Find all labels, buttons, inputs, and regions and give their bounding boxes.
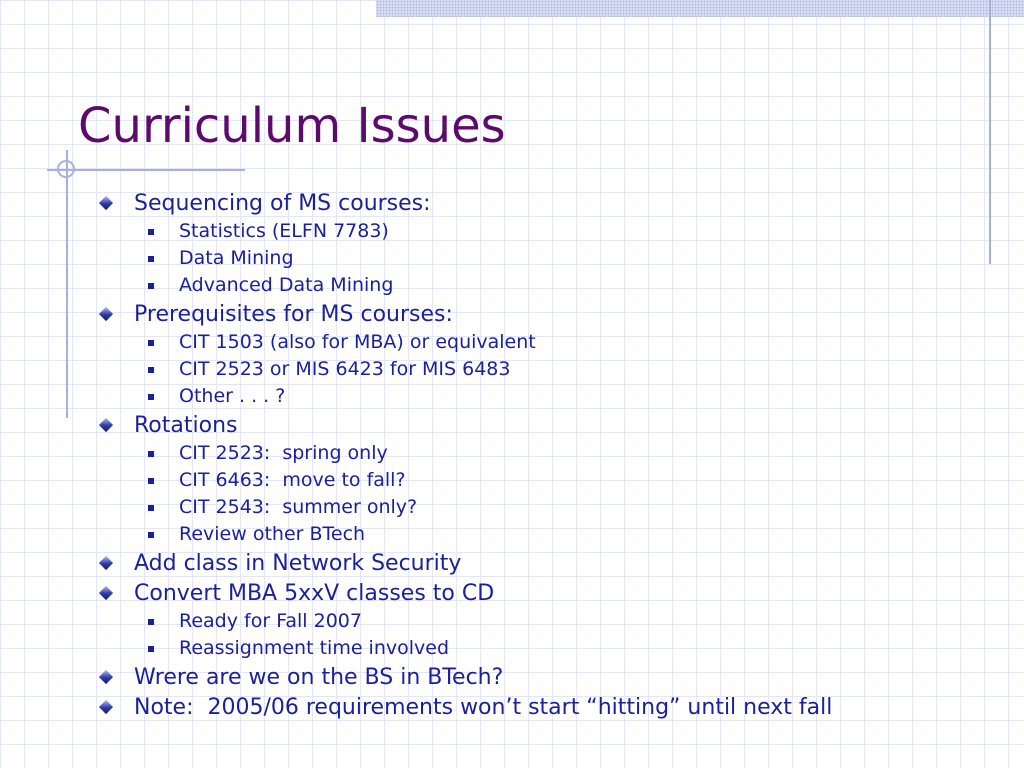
bullet-item [98,580,998,608]
sub-bullet-text: Other . . . ? [179,385,286,407]
bullet-item [98,412,998,440]
sub-bullet-item [134,329,998,356]
bullet-text: Sequencing of MS courses: [134,191,431,216]
sub-bullet-text: Review other BTech [179,523,366,545]
square-bullet-icon [148,340,154,346]
bullet-list [98,190,998,722]
bullet-text: Prerequisites for MS courses: [134,302,453,327]
square-bullet-icon [148,256,154,262]
square-bullet-icon [148,505,154,511]
sub-bullet-text: Data Mining [179,247,294,269]
sub-bullet-item [134,440,998,467]
bullet-text: Rotations [134,413,238,438]
bullet-item [98,550,998,578]
title-underline [47,169,245,171]
diamond-bullet-icon [99,196,113,210]
square-bullet-icon [148,532,154,538]
diamond-bullet-icon [99,700,113,714]
sub-bullet-item [134,521,998,548]
sub-bullet-text: CIT 1503 (also for MBA) or equivalent [179,331,536,353]
square-bullet-icon [148,394,154,400]
diamond-bullet-icon [99,418,113,432]
sub-bullet-item [134,272,998,299]
square-bullet-icon [148,646,154,652]
bullet-text: Convert MBA 5xxV classes to CD [134,581,495,606]
diamond-bullet-icon [99,556,113,570]
sub-bullet-text: Reassignment time involved [179,637,450,659]
diamond-bullet-icon [99,307,113,321]
sub-bullet-text: Ready for Fall 2007 [179,610,362,632]
square-bullet-icon [148,229,154,235]
sub-bullet-text: Statistics (ELFN 7783) [179,220,389,242]
bullet-text: Add class in Network Security [134,551,462,576]
square-bullet-icon [148,619,154,625]
sub-bullet-text: CIT 2523 or MIS 6423 for MIS 6483 [179,358,511,380]
sub-bullet-item [134,383,998,410]
square-bullet-icon [148,478,154,484]
sub-bullet-item [134,635,998,662]
slide-title: Curriculum Issues [78,98,506,154]
square-bullet-icon [148,283,154,289]
sub-bullet-text: Advanced Data Mining [179,274,394,296]
sub-bullet-item [134,608,998,635]
bullet-text: Wrere are we on the BS in BTech? [134,665,504,690]
sub-bullet-text: CIT 6463: move to fall? [179,469,406,491]
sub-bullet-item [134,245,998,272]
bullet-item [98,694,998,722]
diamond-bullet-icon [99,670,113,684]
sub-bullet-item [134,494,998,521]
sub-bullet-item [134,356,998,383]
sub-bullet-item [134,467,998,494]
sub-bullet-text: CIT 2523: spring only [179,442,388,464]
crosshair-circle-icon [57,160,75,178]
decorative-vertical-line-left [66,150,68,418]
bullet-item [98,190,998,218]
bullet-item [98,664,998,692]
diamond-bullet-icon [99,586,113,600]
sub-bullet-item [134,218,998,245]
header-band [376,0,1024,17]
bullet-text: Note: 2005/06 requirements won’t start “hitting” until next fall [134,695,833,720]
sub-bullet-text: CIT 2543: summer only? [179,496,418,518]
square-bullet-icon [148,451,154,457]
bullet-item [98,301,998,329]
square-bullet-icon [148,367,154,373]
